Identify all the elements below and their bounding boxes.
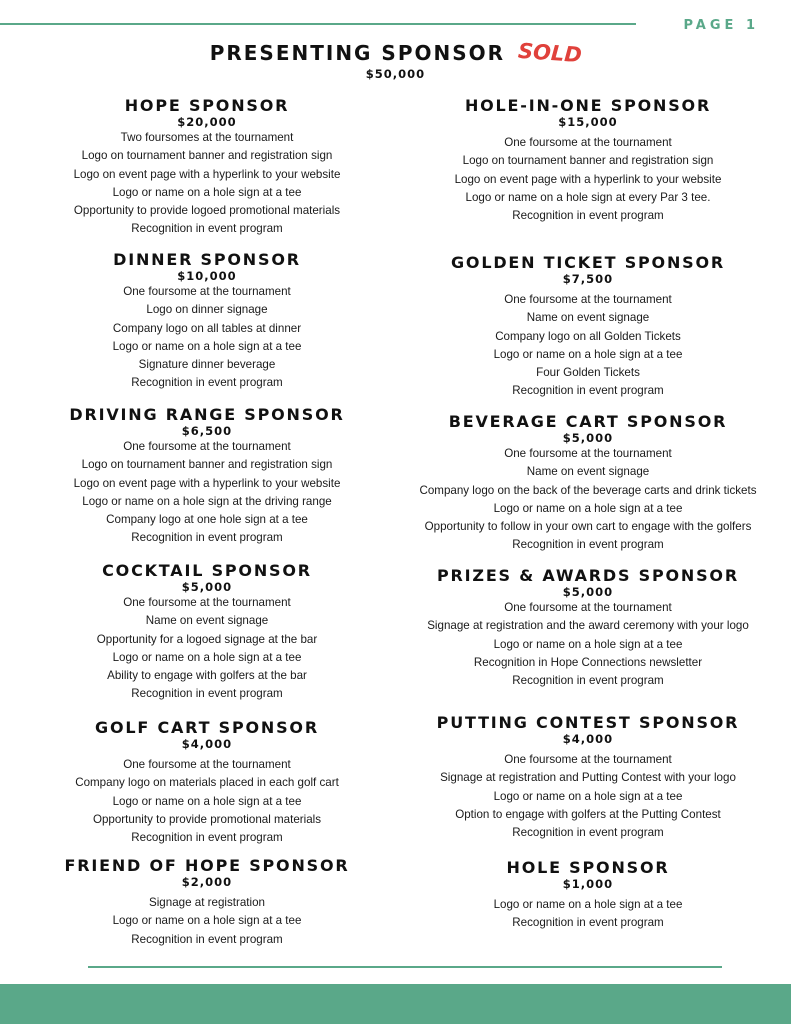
sponsor-beverage-cart xyxy=(390,413,786,555)
benefit-item: Opportunity to provide promotional materials xyxy=(92,812,322,826)
benefit-item: Logo or name on a hole sign at a tee xyxy=(112,185,302,199)
sponsor-price: $5,000 xyxy=(562,585,614,599)
sponsor-price: $20,000 xyxy=(177,115,237,129)
sponsor-price: $4,000 xyxy=(562,732,614,746)
sponsor-price: $4,000 xyxy=(181,737,233,751)
benefit-item: Recognition in event program xyxy=(131,831,283,845)
sponsor-price: $5,000 xyxy=(181,580,233,594)
sponsor-price: $1,000 xyxy=(562,877,614,891)
sponsor-golf-cart xyxy=(0,719,414,847)
benefit-list xyxy=(390,751,786,842)
presenting-sponsor-price: $50,000 xyxy=(365,67,426,81)
sponsor-title: FRIEND OF HOPE SPONSOR xyxy=(64,856,350,875)
benefit-item: Logo or name on a hole sign at a tee xyxy=(112,794,302,808)
benefit-item: Logo on tournament banner and registration sign xyxy=(462,154,714,168)
benefit-item: Logo or name on a hole sign at a tee xyxy=(112,914,302,928)
sponsor-title: GOLF CART SPONSOR xyxy=(95,718,319,737)
benefit-item: Signage at registration xyxy=(148,896,265,909)
benefit-item: Name on event signage xyxy=(526,465,650,479)
benefit-item: Logo or name on a hole sign at a tee xyxy=(493,347,683,361)
benefit-item: Logo on event page with a hyperlink to your website xyxy=(73,476,341,490)
benefit-item: Signature dinner beverage xyxy=(138,358,276,372)
sponsor-cocktail xyxy=(0,562,414,704)
benefit-item: Company logo on all Golden Tickets xyxy=(495,329,681,343)
benefit-item: One foursome at the tournament xyxy=(123,285,291,298)
sponsor-title: PRIZES & AWARDS SPONSOR xyxy=(437,566,739,585)
benefit-list xyxy=(0,438,414,548)
benefit-item: One foursome at the tournament xyxy=(504,447,672,460)
benefit-item: Logo or name on a hole sign at a tee xyxy=(493,501,683,515)
sold-stamp: SOLD xyxy=(516,38,583,68)
top-divider xyxy=(0,23,636,25)
benefit-item: Signage at registration and the award ceremony with your logo xyxy=(427,619,749,633)
benefit-item: Logo or name on a hole sign at a tee xyxy=(493,789,683,803)
benefit-item: One foursome at the tournament xyxy=(504,136,672,149)
benefit-item: Recognition in event program xyxy=(512,384,664,398)
sponsor-title: HOLE-IN-ONE SPONSOR xyxy=(464,96,712,115)
presenting-sponsor-title: PRESENTING SPONSOR xyxy=(209,41,506,65)
sponsor-title: DRIVING RANGE SPONSOR xyxy=(69,405,345,424)
sponsor-driving-range xyxy=(0,406,414,548)
benefit-item: Recognition in event program xyxy=(131,222,283,236)
sponsor-title: BEVERAGE CART SPONSOR xyxy=(448,412,728,431)
benefit-item: Recognition in event program xyxy=(131,376,283,390)
benefit-item: One foursome at the tournament xyxy=(123,758,291,771)
benefit-item: Company logo on all tables at dinner xyxy=(112,321,302,335)
benefit-item: Two foursomes at the tournament xyxy=(120,131,294,144)
sponsor-price: $7,500 xyxy=(562,272,614,286)
benefit-item: Company logo on materials placed in each golf cart xyxy=(75,776,339,790)
benefit-list xyxy=(390,599,786,690)
benefit-item: Four Golden Tickets xyxy=(536,366,640,380)
benefit-item: Company logo on the back of the beverage carts and drink tickets xyxy=(419,483,757,497)
benefit-item: Recognition in event program xyxy=(512,674,664,688)
benefit-list xyxy=(390,291,786,401)
benefit-item: Option to engage with golfers at the Putting Contest xyxy=(455,807,721,821)
benefit-list xyxy=(0,756,414,847)
benefit-item: Logo or name on a hole sign at the driving range xyxy=(82,494,332,508)
benefit-list xyxy=(0,283,414,393)
benefit-item: Logo or name on a hole sign at a tee xyxy=(112,650,302,664)
benefit-item: Name on event signage xyxy=(526,311,650,325)
benefit-list xyxy=(390,445,786,555)
benefit-item: Opportunity to provide logoed promotional materials xyxy=(73,204,341,218)
benefit-item: One foursome at the tournament xyxy=(504,753,672,766)
benefit-item: Recognition in event program xyxy=(131,531,283,545)
benefit-item: Logo or name on a hole sign at a tee xyxy=(112,339,302,353)
benefit-item: Opportunity to follow in your own cart to engage with the golfers xyxy=(424,520,752,534)
benefit-item: Ability to engage with golfers at the bar xyxy=(107,669,307,683)
benefit-item: One foursome at the tournament xyxy=(504,601,672,614)
benefit-item: One foursome at the tournament xyxy=(504,293,672,306)
benefit-list xyxy=(390,896,786,933)
benefit-item: Recognition in event program xyxy=(512,826,664,840)
benefit-item: Recognition in event program xyxy=(512,916,664,930)
sponsor-hole-in-one xyxy=(390,97,786,225)
benefit-item: One foursome at the tournament xyxy=(123,440,291,453)
benefit-item: Company logo at one hole sign at a tee xyxy=(106,513,308,527)
benefit-item: Logo on tournament banner and registration sign xyxy=(81,149,333,163)
sponsor-prizes-awards xyxy=(390,567,786,690)
benefit-item: Logo on dinner signage xyxy=(146,303,268,317)
sponsor-title: GOLDEN TICKET SPONSOR xyxy=(450,253,725,272)
benefit-item: Recognition in event program xyxy=(512,538,664,552)
benefit-item: One foursome at the tournament xyxy=(123,596,291,609)
benefit-item: Opportunity for a logoed signage at the bar xyxy=(96,632,318,646)
benefit-item: Logo or name on a hole sign at a tee xyxy=(493,637,683,651)
sponsor-title: HOPE SPONSOR xyxy=(124,96,290,115)
footer-bar xyxy=(0,984,791,1024)
benefit-list xyxy=(0,594,414,704)
page-number-label: PAGE 1 xyxy=(683,18,759,33)
presenting-sponsor xyxy=(0,40,791,81)
bottom-divider xyxy=(88,966,722,968)
benefit-item: Logo or name on a hole sign at a tee xyxy=(493,898,683,911)
sponsor-price: $2,000 xyxy=(181,875,233,889)
benefit-item: Recognition in event program xyxy=(131,687,283,701)
benefit-item: Logo on event page with a hyperlink to your website xyxy=(73,167,341,181)
sponsor-title: HOLE SPONSOR xyxy=(506,858,670,877)
sponsor-title: COCKTAIL SPONSOR xyxy=(102,561,312,580)
sponsor-putting-contest xyxy=(390,714,786,842)
benefit-item: Logo on tournament banner and registration sign xyxy=(81,458,333,472)
sponsor-dinner xyxy=(0,251,414,393)
sponsor-hope xyxy=(0,97,414,239)
benefit-item: Signage at registration and Putting Contest with your logo xyxy=(440,771,736,785)
benefit-item: Logo or name on a hole sign at every Par 3 tee. xyxy=(465,190,711,204)
sponsor-title: DINNER SPONSOR xyxy=(113,250,301,269)
benefit-item: Logo on event page with a hyperlink to your website xyxy=(454,172,722,186)
sponsor-title: PUTTING CONTEST SPONSOR xyxy=(436,713,740,732)
benefit-list xyxy=(390,134,786,225)
sponsor-golden-ticket xyxy=(390,254,786,401)
sponsor-hole xyxy=(390,859,786,933)
sponsor-price: $5,000 xyxy=(562,431,614,445)
benefit-list xyxy=(0,129,414,239)
benefit-item: Name on event signage xyxy=(145,614,269,628)
sponsor-price: $10,000 xyxy=(177,269,237,283)
benefit-item: Recognition in Hope Connections newsletter xyxy=(473,655,703,669)
sponsor-price: $6,500 xyxy=(181,424,233,438)
benefit-item: Recognition in event program xyxy=(131,932,283,946)
sponsor-price: $15,000 xyxy=(558,115,618,129)
benefit-item: Recognition in event program xyxy=(512,209,664,223)
sponsor-friend-of-hope xyxy=(0,857,414,949)
benefit-list xyxy=(0,894,414,949)
